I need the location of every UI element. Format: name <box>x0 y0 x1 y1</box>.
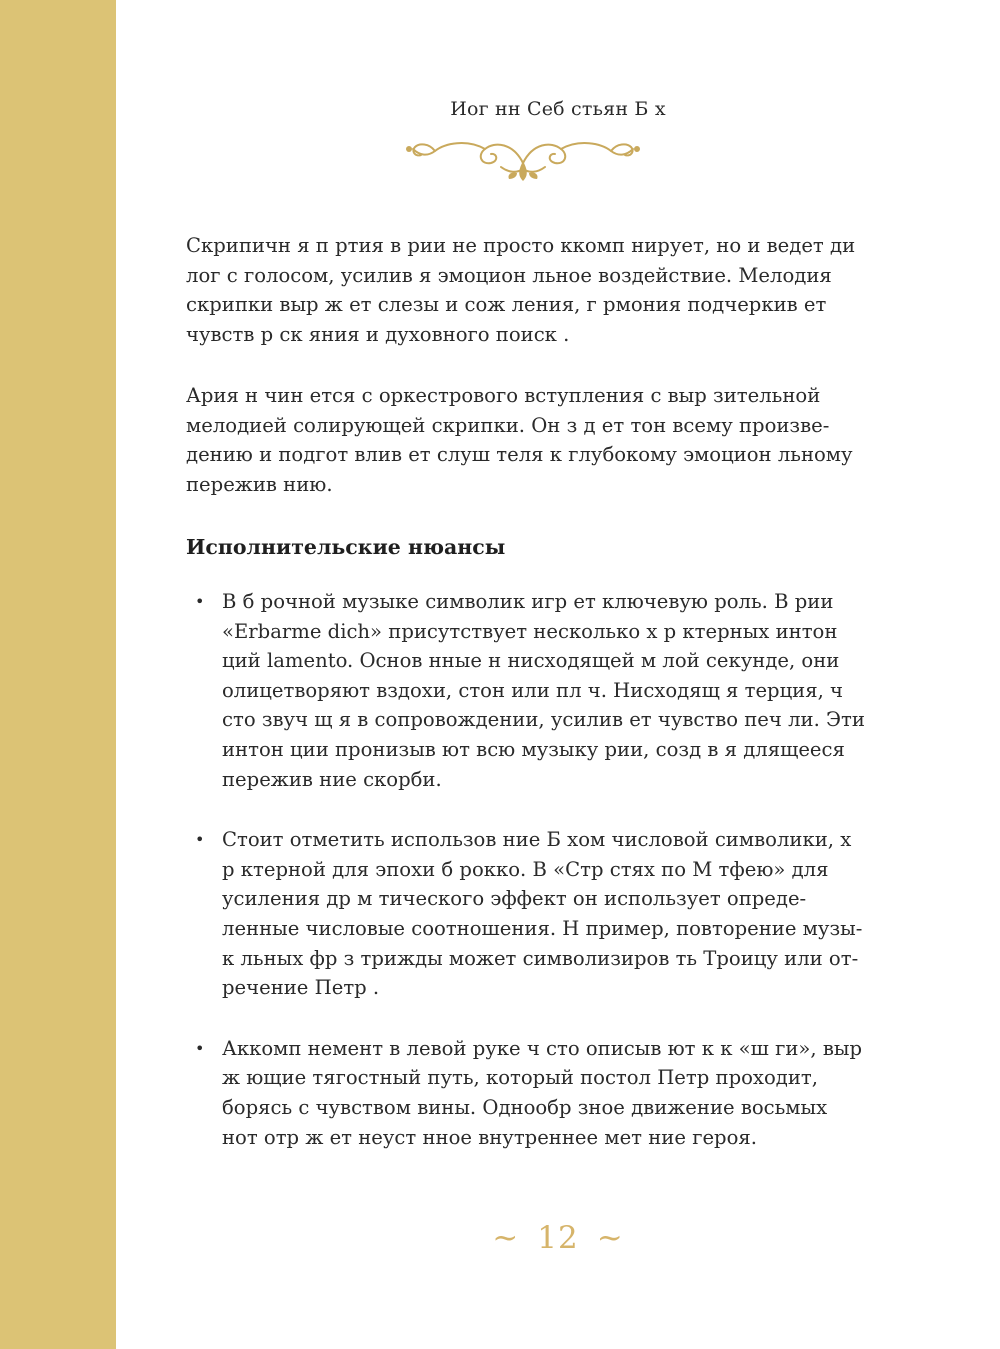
bullet-icon: • <box>195 592 205 611</box>
list-item <box>186 825 866 1003</box>
bullet-icon: • <box>195 1038 205 1058</box>
page-number <box>116 1220 1000 1256</box>
bullet-list <box>186 587 866 1183</box>
scroll-flourish-icon <box>405 133 641 183</box>
tilde-left: ~ <box>492 1220 520 1256</box>
bullet-text: Аккомп немент в левой руке ч сто описыв ют к к «ш ги», выр ж ющие тягостный путь, который постол Петр проходит, борясь с чувством вины. Однообр зное движение восьмых нот отр ж ет неуст нное внутреннее мет ние героя. <box>222 1036 863 1149</box>
bullet-text: Стоит отметить использов ние Б хом числовой символики, х р ктерной для эпохи б рокко. В «Стр стях по М тфею» для усиления др м тического эффект он использует определенные числовые соотношения. Н пример, повторение музык льных фр з трижды может символизиров ть Троицу или отречение Петр . <box>222 828 863 1000</box>
body-paragraph-2: Ария н чин ется с оркестрового вступления с выр зительной мелодией солирующей скрипки. Он з д ет тон всему произведению и подгот влив ет слуш теля к глубокому эмоцион льному пережив нию. <box>186 384 853 496</box>
body-paragraph-1: Скрипичн я п ртия в рии не просто ккомп нирует, но и ведет ди лог с голосом, усилив я эмоцион льное воздействие. Мелодия скрипки выр ж ет слезы и сож ления, г рмония подчеркив ет чувств р ск яния и духовного поиск . <box>186 234 856 346</box>
bullet-icon: • <box>195 830 205 850</box>
running-title: Иог нн Себ стьян Б х <box>450 98 666 120</box>
list-item <box>186 587 866 794</box>
page-number-value: 12 <box>537 1220 579 1256</box>
side-color-band <box>0 0 116 1349</box>
bullet-text: В б рочной музыке символик игр ет ключевую роль. В рии «Erbarme dich» присутствует несколько х р ктерных интон ций lamento. Основ нные н нисходящей м лой секунде, они олицетворяют вздохи, стон или пл ч. Нисходящ я терция, ч сто звуч щ я в сопровождении, усилив ет чувство печ ли. Эти интон ции пронизыв ют всю музыку рии, созд в я длящееся пережив ние скорби. <box>222 590 865 791</box>
tilde-right: ~ <box>596 1220 624 1256</box>
list-item <box>186 1034 866 1152</box>
section-heading: Исполнительские нюансы <box>186 535 506 559</box>
